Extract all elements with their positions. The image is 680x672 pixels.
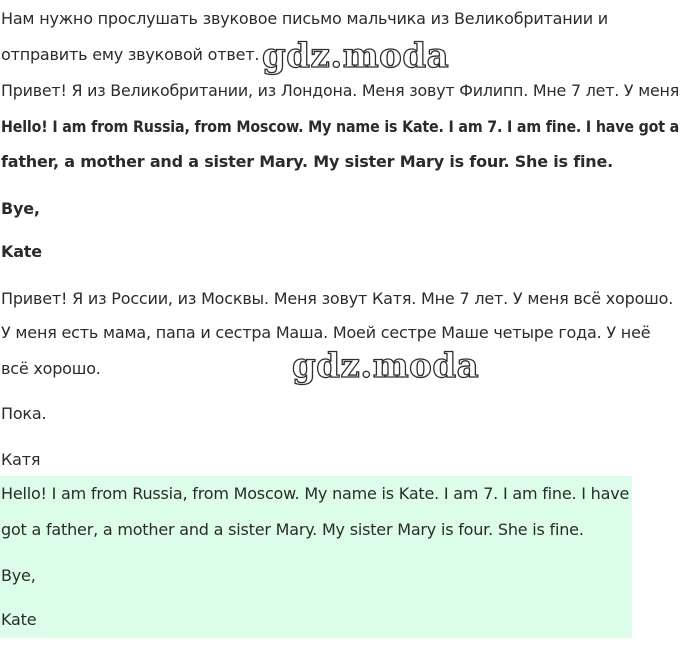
letter-en-line-1: Hello! I am from Russia, from Moscow. My name is Kate. I am 7. I am fine. I have got a <box>1 117 680 136</box>
answer-line-2: got a father, a mother and a sister Mary. My sister Mary is four. She is fine. <box>1 520 584 539</box>
watermark-logo-middle: gdz.moda <box>292 346 480 386</box>
answer-signature: Kate <box>1 610 37 629</box>
letter-ru-line-1: Привет! Я из России, из Москвы. Меня зовут Катя. Мне 7 лет. У меня всё хорошо. <box>1 289 674 308</box>
intro-line-2: отправить ему звуковой ответ. <box>1 45 260 64</box>
intro-line-1: Нам нужно прослушать звуковое письмо мальчика из Великобритании и <box>1 9 609 28</box>
letter-ru-signature: Катя <box>1 450 41 469</box>
letter-ru-closing: Пока. <box>1 404 47 423</box>
answer-closing: Bye, <box>1 566 36 585</box>
letter-en-closing: Bye, <box>1 199 40 218</box>
letter-ru-line-2: У меня есть мама, папа и сестра Маша. Моей сестре Маше четыре года. У неё <box>1 323 651 342</box>
answer-line-1: Hello! I am from Russia, from Moscow. My name is Kate. I am 7. I am fine. I have <box>1 484 630 503</box>
watermark-logo-top: gdz.moda <box>262 36 450 76</box>
letter-en-line-2: father, a mother and a sister Mary. My sister Mary is four. She is fine. <box>1 152 613 171</box>
letter-en-signature: Kate <box>1 242 42 261</box>
letter-ru-line-3: всё хорошо. <box>1 359 101 378</box>
intro-line-3: Привет! Я из Великобритании, из Лондона. Меня зовут Филипп. Мне 7 лет. У меня <box>1 81 680 100</box>
